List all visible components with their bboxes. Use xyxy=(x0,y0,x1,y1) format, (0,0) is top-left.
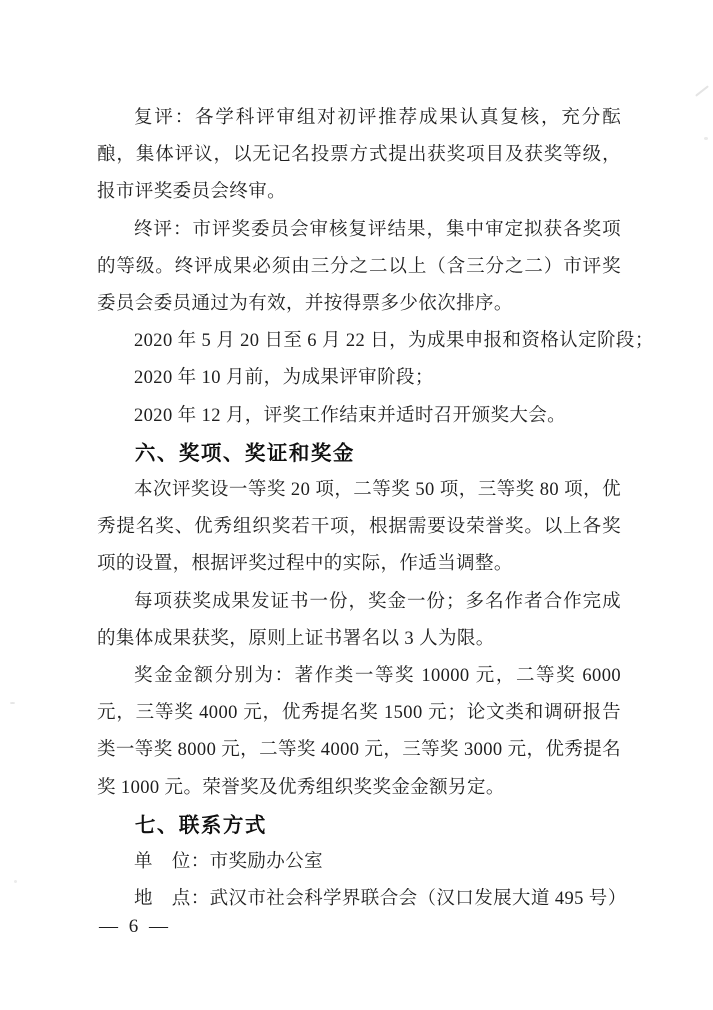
document-body xyxy=(97,100,654,918)
paragraph-certificates: 每项获奖成果发证书一份，奖金一份；多名作者合作完成的集体成果获奖，原则上证书署名以 3 人为限。 xyxy=(97,591,621,649)
scan-artifact xyxy=(10,702,15,704)
section-heading-contact: 七、联系方式 xyxy=(134,813,267,837)
paragraph-prize-amounts: 奖金金额分别为：著作类一等奖 10000 元，二等奖 6000 元，三等奖 4000 元，优秀提名奖 1500 元；论文类和调研报告类一等奖 8000 元，二等奖 4000 元，三等奖 3000 元，优秀提名奖 1000 元。荣誉奖及优秀组织奖奖金金额另定。 xyxy=(97,666,621,798)
schedule-line-ceremony: 2020 年 12 月，评奖工作结束并适时召开颁奖大会。 xyxy=(134,405,567,426)
contact-line-unit: 单 位：市奖励办公室 xyxy=(134,852,324,873)
section-heading-awards: 六、奖项、奖证和奖金 xyxy=(134,441,355,465)
page-number: — 6 — xyxy=(99,916,171,937)
contact-line-address: 地 点：武汉市社会科学界联合会（汉口发展大道 495 号） xyxy=(134,889,627,910)
schedule-line-evaluation: 2020 年 10 月前，为成果评审阶段； xyxy=(134,368,434,389)
scan-artifact xyxy=(695,85,709,96)
scan-artifact xyxy=(14,880,17,883)
paragraph-award-counts: 本次评奖设一等奖 20 项，二等奖 50 项，三等奖 80 项，优秀提名奖、优秀组织奖若干项，根据需要设荣誉奖。以上各奖项的设置，根据评奖过程中的实际，作适当调整。 xyxy=(97,480,621,575)
scan-artifact xyxy=(704,137,708,140)
schedule-line-application: 2020 年 5 月 20 日至 6 月 22 日，为成果申报和资格认定阶段； xyxy=(134,331,654,352)
paragraph-review-second: 复评：各学科评审组对初评推荐成果认真复核，充分酝酿，集体评议，以无记名投票方式提出获奖项目及获奖等级，报市评奖委员会终审。 xyxy=(97,108,621,203)
paragraph-review-final: 终评：市评奖委员会审核复评结果，集中审定拟获各奖项的等级。终评成果必须由三分之二以上（含三分之二）市评奖委员会委员通过为有效，并按得票多少依次排序。 xyxy=(97,219,621,315)
